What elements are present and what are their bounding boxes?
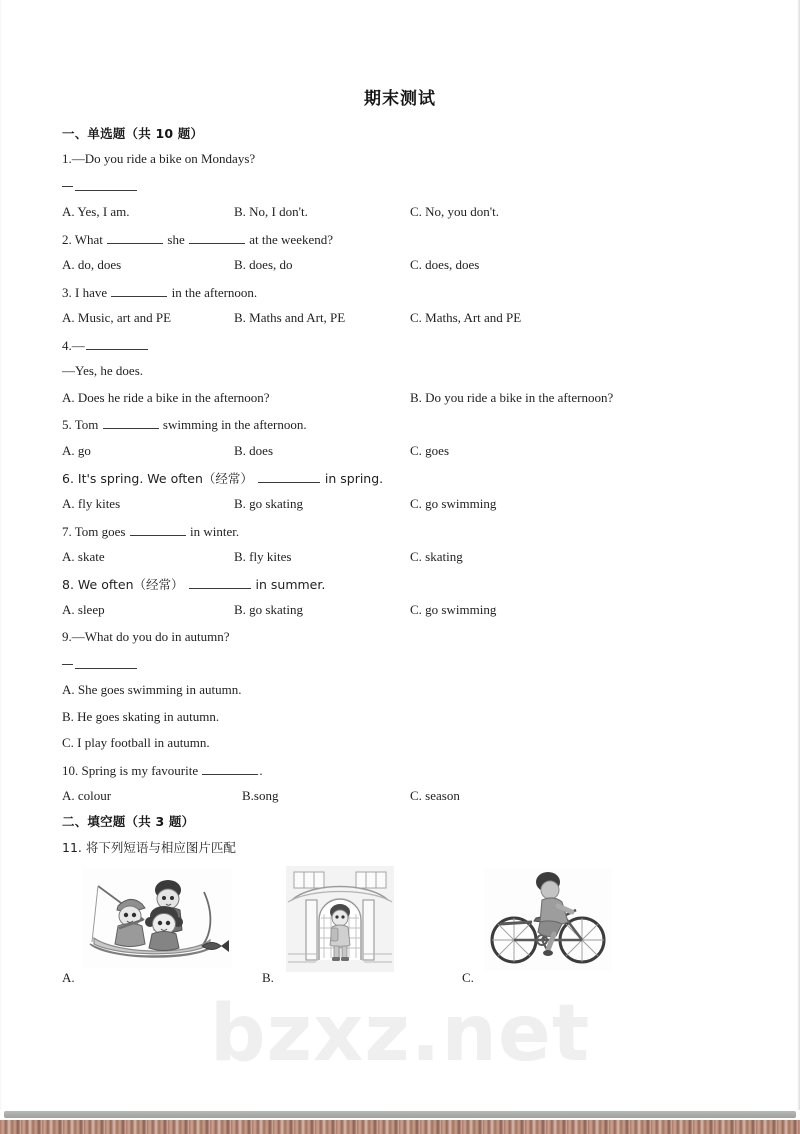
em-dash (62, 664, 73, 665)
question-8-options (62, 602, 738, 618)
picture-option-b[interactable] (262, 866, 462, 986)
option-a[interactable]: A. sleep (62, 602, 105, 617)
em-dash (62, 186, 73, 187)
answer-blank (130, 523, 186, 536)
question-8-stem (62, 576, 325, 592)
question-5-stem (62, 416, 307, 432)
question-10-stem (62, 762, 263, 778)
stem-part-1: 10. Spring is my favourite (62, 763, 199, 778)
answer-blank (75, 656, 137, 669)
option-b[interactable]: B. Do you ride a bike in the afternoon? (410, 390, 614, 405)
arched-gate-illustration (286, 866, 394, 972)
picture-option-c[interactable] (462, 866, 662, 986)
option-a[interactable]: A. go (62, 443, 91, 458)
answer-blank (103, 416, 159, 429)
question-2-stem (62, 231, 333, 247)
option-b[interactable]: B. go skating (234, 602, 303, 617)
picture-label-a: A. (62, 970, 75, 985)
stem-part-1: 8. We often（经常） (62, 577, 184, 592)
option-c[interactable]: C. does, does (410, 257, 480, 272)
question-11-stem: 11. 将下列短语与相应图片匹配 (62, 840, 236, 855)
question-4-options (62, 390, 738, 406)
picture-label-b: B. (262, 970, 274, 985)
question-7-options (62, 549, 738, 565)
option-a[interactable]: A. Does he ride a bike in the afternoon? (62, 390, 270, 405)
stem-part-1: 5. Tom (62, 417, 99, 432)
option-c[interactable]: C. goes (410, 443, 449, 458)
stem-part-2: in winter. (190, 524, 240, 539)
answer-blank (202, 762, 258, 775)
bottom-texture-strip (0, 1120, 800, 1134)
question-9-answer-line (62, 656, 138, 672)
option-a[interactable]: A. skate (62, 549, 105, 564)
question-6-stem (62, 470, 383, 486)
question-6-options (62, 496, 738, 512)
option-c[interactable]: C. go swimming (410, 602, 497, 617)
answer-blank (107, 231, 163, 244)
option-c[interactable]: C. skating (410, 549, 463, 564)
option-b[interactable]: B. does (234, 443, 273, 458)
stem-part-2: she (167, 232, 185, 247)
question-4-stem-line2: —Yes, he does. (62, 363, 144, 378)
stem-part-2: . (259, 763, 263, 778)
section-heading-single-choice: 一、单选题（共 10 题） (62, 126, 204, 141)
section-heading-fill-blank: 二、填空题（共 3 题） (62, 814, 195, 829)
question-1-stem: 1.—Do you ride a bike on Mondays? (62, 151, 256, 166)
fishing-boat-illustration (82, 868, 232, 968)
stem-part-2: in summer. (255, 577, 326, 592)
option-b[interactable]: B. does, do (234, 257, 293, 272)
option-b[interactable]: B. go skating (234, 496, 303, 511)
bicycle-rider-illustration (484, 868, 612, 970)
stem-part-1: 3. I have (62, 285, 108, 300)
question-1-answer-line (62, 178, 138, 194)
stem-part-2: in spring. (324, 471, 384, 486)
bottom-gray-bar (4, 1111, 796, 1118)
option-c[interactable]: C. Maths, Art and PE (410, 310, 522, 325)
option-a[interactable]: A. colour (62, 788, 112, 803)
question-5-options (62, 443, 738, 459)
option-a[interactable]: A. Music, art and PE (62, 310, 172, 325)
question-9-option-a[interactable]: A. She goes swimming in autumn. (62, 682, 242, 697)
answer-blank (75, 178, 137, 191)
option-a[interactable]: A. Yes, I am. (62, 204, 130, 219)
stem-part-1: 4.— (62, 338, 85, 353)
question-2-options (62, 257, 738, 273)
answer-blank (189, 576, 251, 589)
stem-part-1: 7. Tom goes (62, 524, 126, 539)
option-b[interactable]: B. No, I don't. (234, 204, 308, 219)
question-11-picture-row (62, 866, 738, 986)
picture-option-a[interactable] (62, 866, 262, 986)
stem-part-3: at the weekend? (249, 232, 333, 247)
question-10-options (62, 788, 738, 804)
question-9-stem: 9.—What do you do in autumn? (62, 629, 230, 644)
answer-blank (111, 284, 167, 297)
option-a[interactable]: A. fly kites (62, 496, 121, 511)
answer-blank (258, 470, 320, 483)
question-7-stem (62, 523, 239, 539)
picture-label-c: C. (462, 970, 474, 985)
question-9-option-c[interactable]: C. I play football in autumn. (62, 735, 210, 750)
question-3-options (62, 310, 738, 326)
answer-blank (86, 337, 148, 350)
option-b[interactable]: B.song (242, 788, 279, 803)
option-a[interactable]: A. do, does (62, 257, 122, 272)
stem-part-1: 2. What (62, 232, 103, 247)
page-edge-left (0, 0, 2, 1110)
question-3-stem (62, 284, 257, 300)
watermark: bzxz.net (209, 989, 591, 1079)
question-9-option-b[interactable]: B. He goes skating in autumn. (62, 709, 220, 724)
question-1-options (62, 204, 738, 220)
option-c[interactable]: C. season (410, 788, 460, 803)
option-c[interactable]: C. No, you don't. (410, 204, 500, 219)
stem-part-2: in the afternoon. (171, 285, 258, 300)
option-c[interactable]: C. go swimming (410, 496, 497, 511)
answer-blank (189, 231, 245, 244)
question-4-stem (62, 337, 149, 353)
page-title: 期末测试 (364, 89, 436, 109)
stem-part-1: 6. It's spring. We often（经常） (62, 471, 253, 486)
option-b[interactable]: B. fly kites (234, 549, 292, 564)
option-b[interactable]: B. Maths and Art, PE (234, 310, 346, 325)
stem-part-2: swimming in the afternoon. (162, 417, 307, 432)
